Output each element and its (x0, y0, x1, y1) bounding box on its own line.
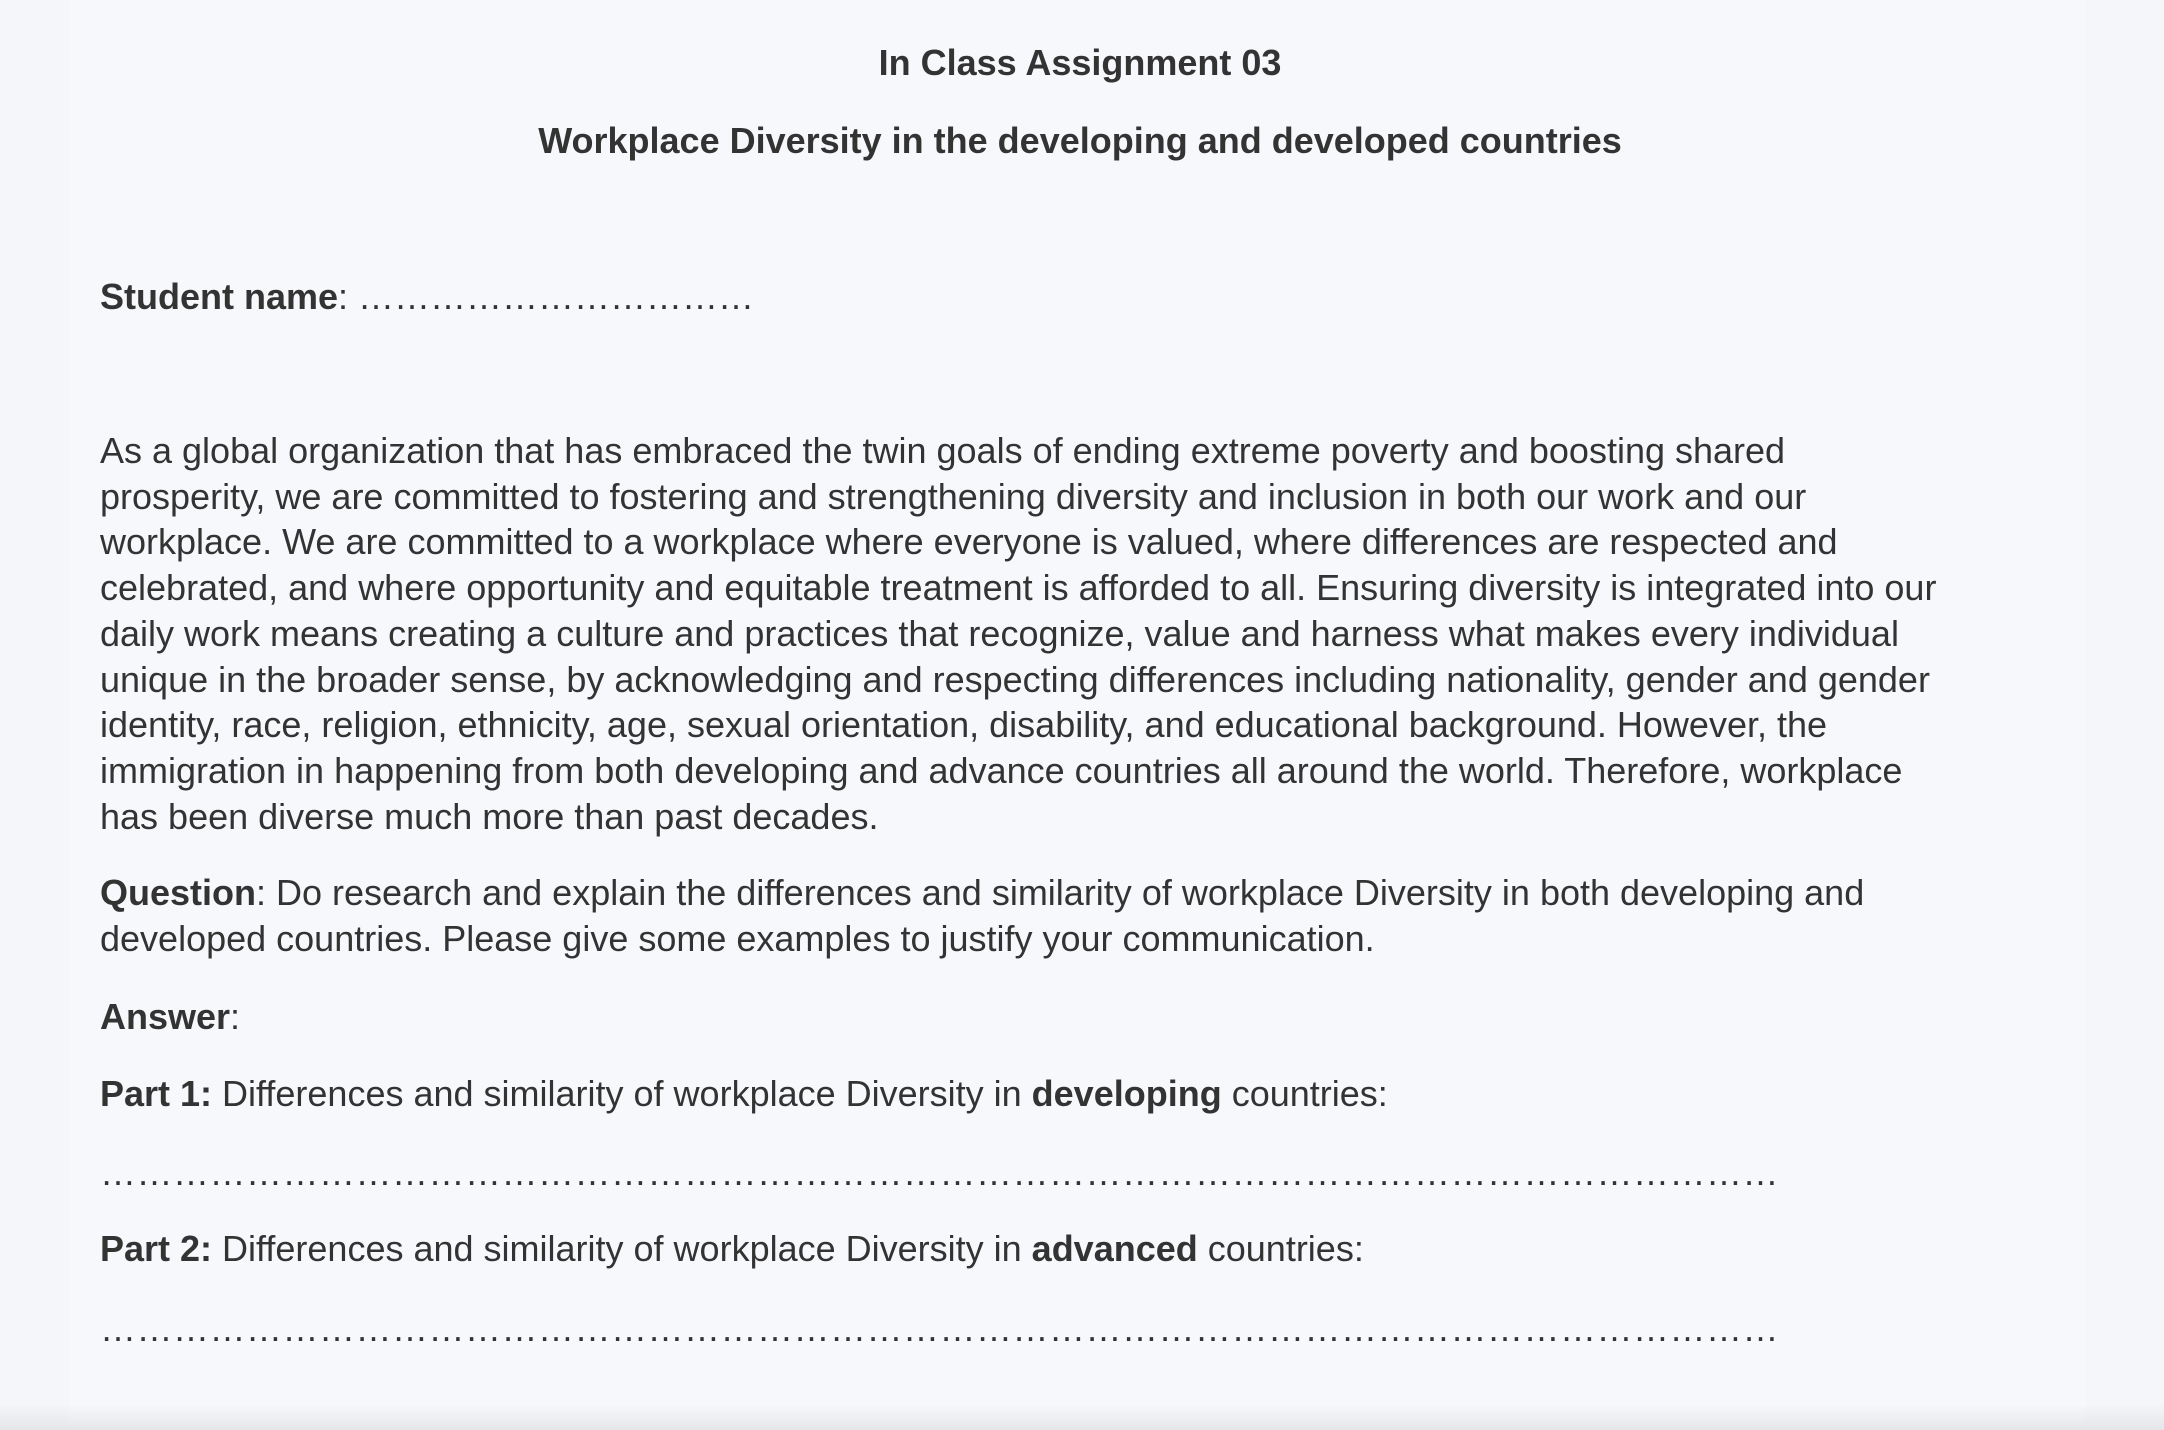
answer-colon: : (230, 996, 241, 1037)
part2-text-a: Differences and similarity of workplace Diversity in (212, 1228, 1032, 1269)
question-text-1: : Do research and explain the differences and similarity of workplace Diversity in both developing and (256, 872, 1865, 913)
part1-answer-blank: ………………………………………………………………………………………………………………………… (100, 1152, 1779, 1193)
part1-text-b: countries: (1221, 1073, 1388, 1114)
paragraph-line: unique in the broader sense, by acknowledging and respecting differences including nationality, gender and gender (100, 658, 1930, 700)
part2-label: Part 2: (100, 1228, 213, 1269)
part2-text-b: countries: (1197, 1228, 1364, 1269)
assignment-title: In Class Assignment 03 (878, 42, 1282, 83)
answer-label: Answer (100, 996, 231, 1037)
part1-bold: developing (1031, 1073, 1222, 1114)
answer-line (100, 994, 2060, 1040)
part1-line (100, 1071, 2060, 1117)
question-line-1 (100, 870, 2060, 916)
question-label: Question (100, 872, 257, 913)
student-name-line (100, 274, 2060, 320)
part1-text-a: Differences and similarity of workplace Diversity in (212, 1073, 1032, 1114)
paragraph-line: has been diverse much more than past decades. (100, 795, 879, 837)
student-name-label: Student name (100, 276, 339, 317)
paragraph-line: celebrated, and where opportunity and equitable treatment is afforded to all. Ensuring diversity is integrated into our (100, 567, 1937, 609)
bottom-shadow (0, 1404, 2164, 1430)
assignment-subtitle: Workplace Diversity in the developing and developed countries (538, 120, 1622, 161)
paragraph-line: daily work means creating a culture and practices that recognize, value and harness what makes every individual (100, 612, 1899, 654)
intro-paragraph (100, 428, 2060, 839)
question-line-2: developed countries. Please give some examples to justify your communication. (100, 918, 1375, 959)
paragraph-line: workplace. We are committed to a workplace where everyone is valued, where differences are respected and (100, 521, 1838, 563)
paragraph-line: identity, race, religion, ethnicity, age, sexual orientation, disability, and educational background. However, the (100, 704, 1828, 746)
paragraph-line: As a global organization that has embraced the twin goals of ending extreme poverty and boosting shared (100, 430, 1786, 471)
student-name-blank: : …………………………… (338, 276, 755, 317)
part2-answer-blank: ………………………………………………………………………………………………………………………… (100, 1308, 1779, 1349)
paragraph-line: prosperity, we are committed to fostering and strengthening diversity and inclusion in both our work and our (100, 475, 1807, 517)
document-page (69, 0, 2085, 1430)
part2-line (100, 1226, 2060, 1272)
paragraph-line: immigration in happening from both developing and advance countries all around the world. Therefore, workplace (100, 749, 1903, 791)
part1-label: Part 1: (100, 1073, 213, 1114)
part2-bold: advanced (1031, 1228, 1198, 1269)
